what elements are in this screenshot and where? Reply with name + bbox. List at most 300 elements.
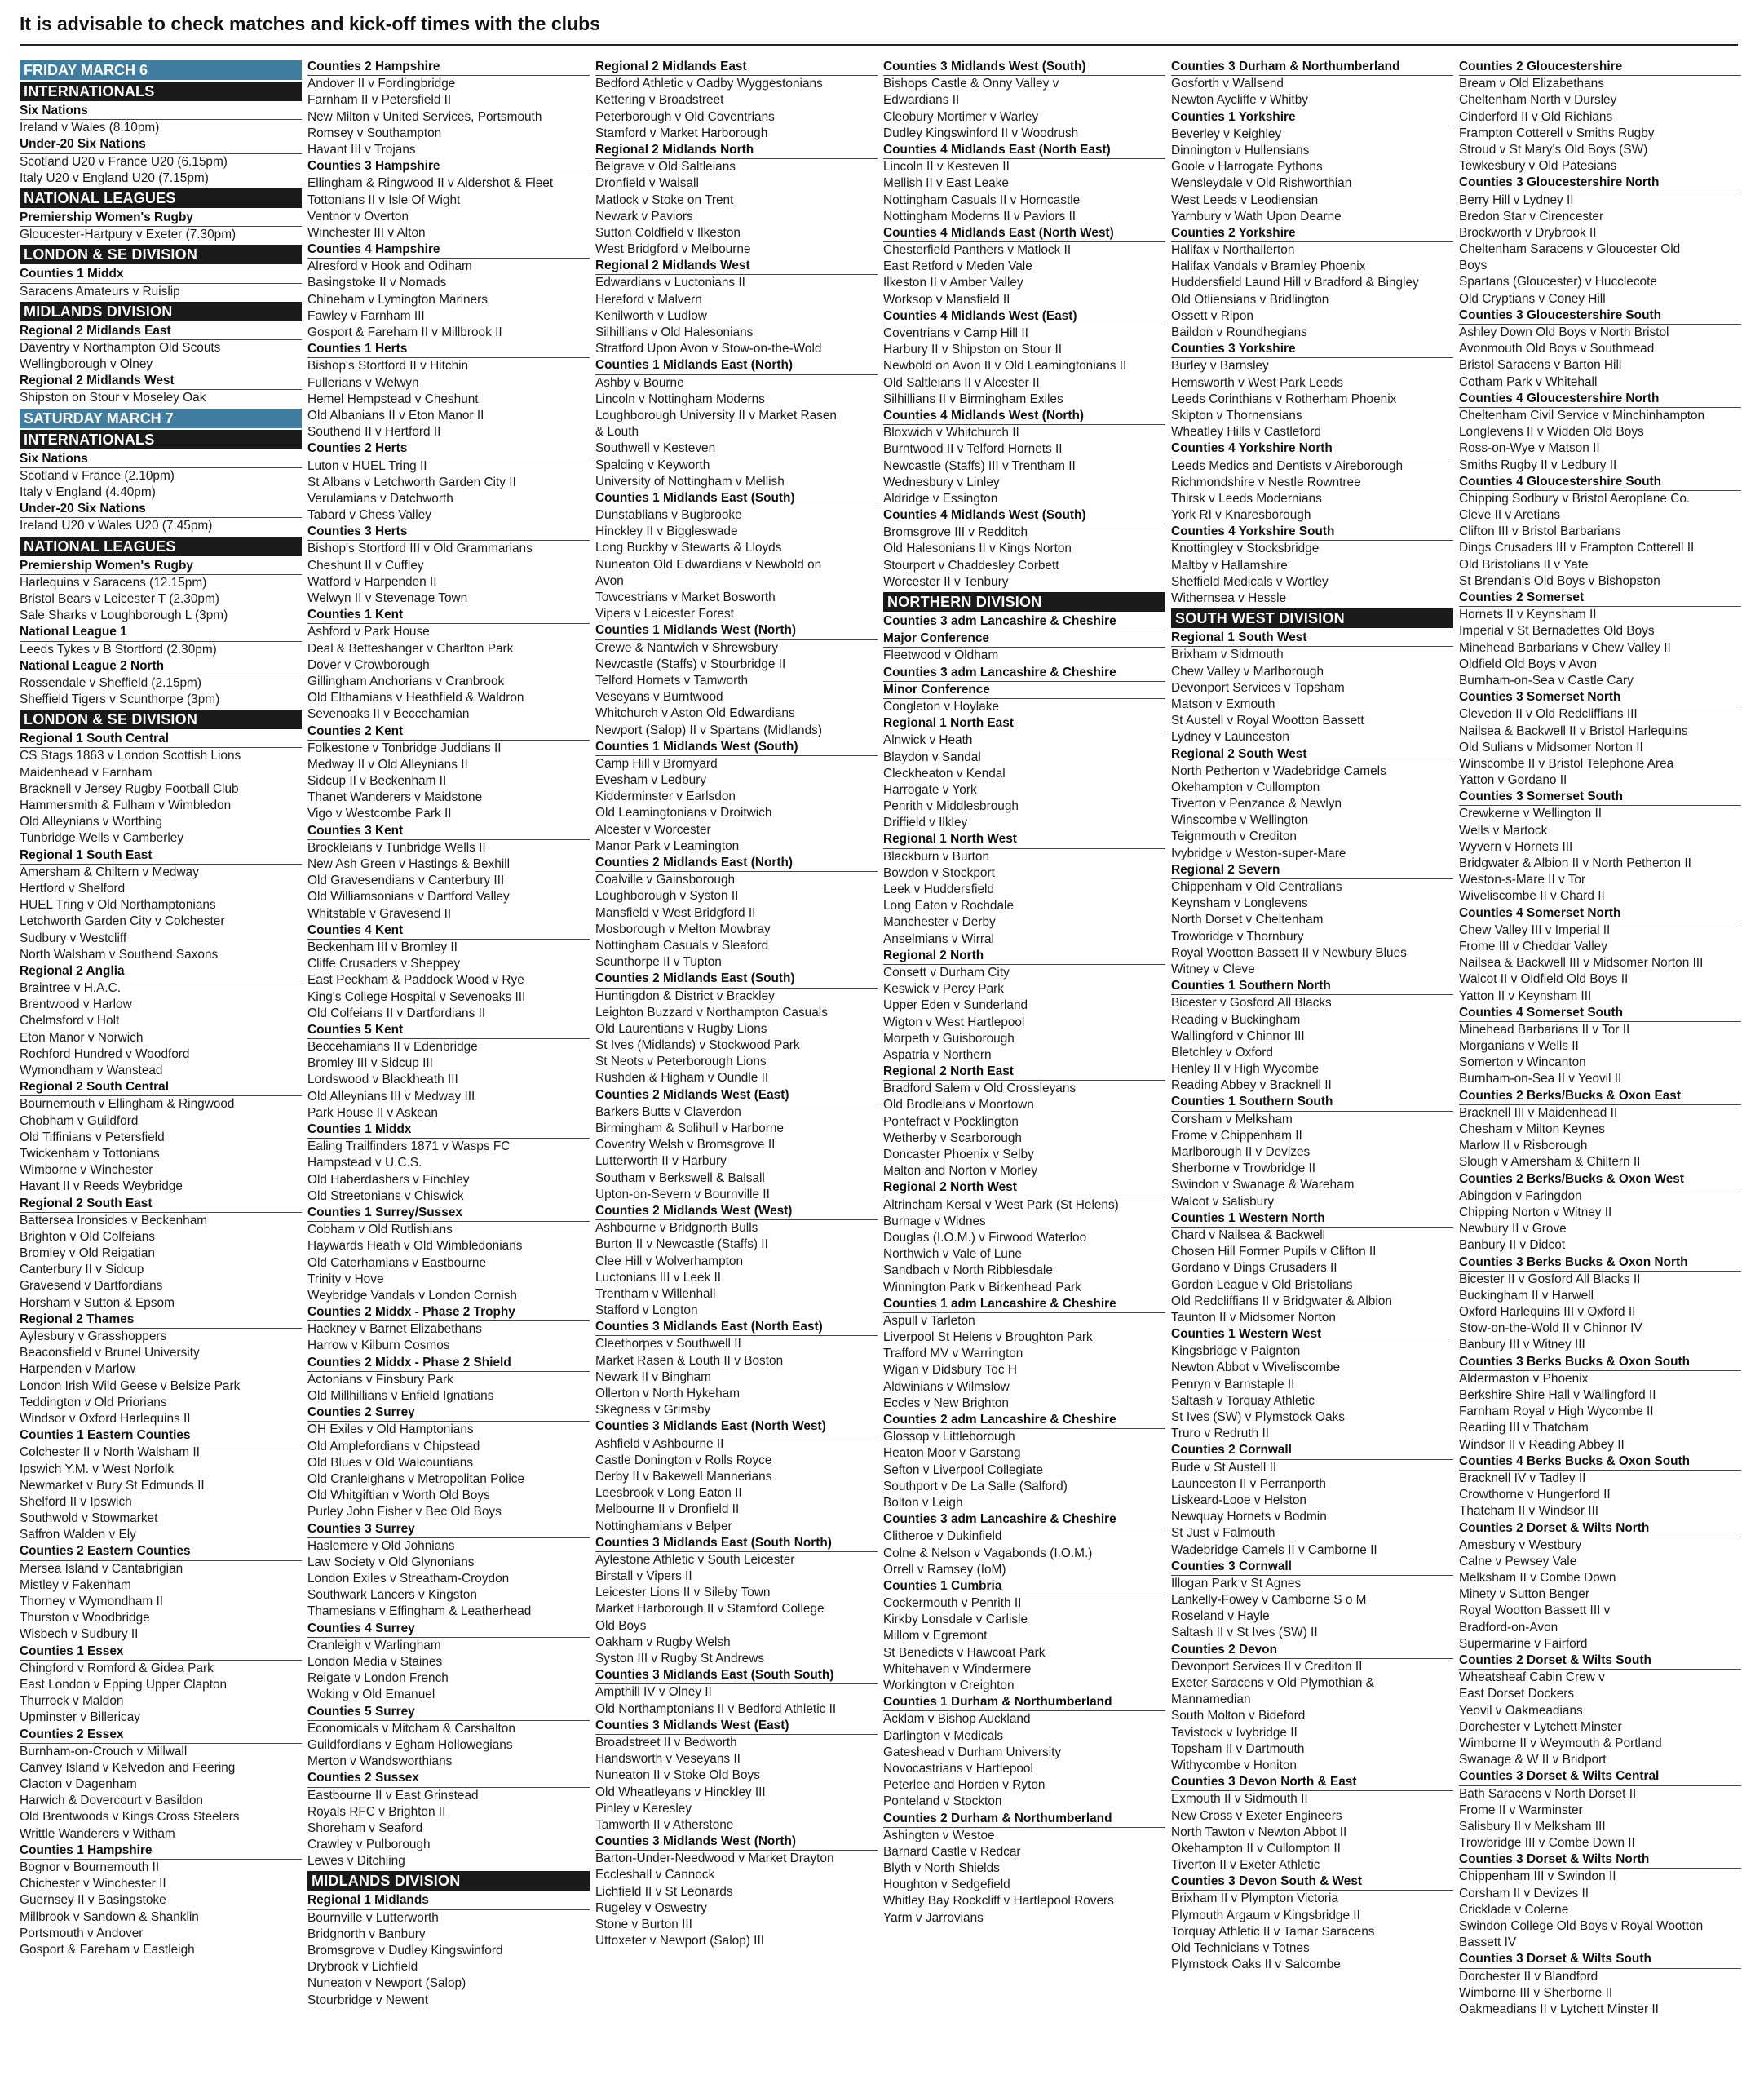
fixture-row: Haslemere v Old Johnians <box>307 1538 455 1553</box>
fixture-row: Wyvern v Hornets III <box>1459 839 1573 854</box>
league-heading: Counties 3 Durham & Northumberland <box>1171 59 1453 76</box>
fixture-row: Oxford Harlequins III v Oxford II <box>1459 1305 1636 1320</box>
fixture-row: Bognor v Bournemouth II <box>20 1860 160 1874</box>
fixture-row: Baildon v Roundhegians <box>1171 325 1307 339</box>
fixture-row: Marlow II v Risborough <box>1459 1139 1588 1153</box>
fixture-row: Evesham v Ledbury <box>595 773 707 788</box>
fixture-row: Ossett v Ripon <box>1171 308 1253 323</box>
fixture-row: Douglas (I.O.M.) v Firwood Waterloo <box>883 1230 1087 1245</box>
fixture-row: Portsmouth v Andover <box>20 1926 144 1940</box>
fixture-row: Dorchester v Lytchett Minster <box>1459 1719 1622 1734</box>
fixture-row: Wisbech v Sudbury II <box>20 1627 139 1642</box>
fixture-row: Tiverton v Penzance & Newlyn <box>1171 797 1342 812</box>
fixture-row: Maltby v Hallamshire <box>1171 558 1288 573</box>
fixture-row: East London v Epping Upper Clapton <box>20 1677 228 1692</box>
fixture-row: Dings Crusaders III v Frampton Cotterell II <box>1459 541 1695 555</box>
fixture-row: Newcastle (Staffs) v Stourbridge II <box>595 657 786 671</box>
fixture-row: Millom v Egremont <box>883 1629 988 1643</box>
fixture-row: Gravesend v Dartfordians <box>20 1279 163 1294</box>
fixture-row: Andover II v Fordingbridge <box>307 77 456 91</box>
fixture-row: Okehampton v Cullompton <box>1171 780 1320 794</box>
fixture-row: Ireland v Wales (8.10pm) <box>20 121 160 135</box>
fixture-row: Whitstable v Gravesend II <box>307 906 452 921</box>
fixture-row: Ponteland v Stockton <box>883 1794 1002 1809</box>
fixture-row: Morganians v Wells II <box>1459 1039 1579 1054</box>
league-heading: Counties 3 Devon South & West <box>1171 1873 1453 1891</box>
fixture-row: Sherborne v Trowbridge II <box>1171 1161 1316 1176</box>
fixture-row: Beccehamians II v Edenbridge <box>307 1040 478 1055</box>
fixture-row: Manor Park v Leamington <box>595 838 740 853</box>
fixture-row: Bristol Saracens v Barton Hill <box>1459 358 1622 373</box>
fixture-row: Burnage v Widnes <box>883 1214 986 1228</box>
fixture-row: Thurrock v Maldon <box>20 1694 124 1709</box>
fixture-row: Leeds Corinthians v Rotherham Phoenix <box>1171 392 1397 406</box>
fixture-row: Spalding v Keyworth <box>595 458 710 472</box>
fixture-row: Old Laurentians v Rugby Lions <box>595 1021 767 1036</box>
fixture-row: Withycombe v Honiton <box>1171 1758 1297 1772</box>
fixture-row: Coventrians v Camp Hill II <box>883 326 1028 340</box>
fixture-row: Imperial v St Bernadettes Old Boys <box>1459 624 1655 639</box>
league-heading: Counties 3 Midlands East (North West) <box>595 1418 878 1436</box>
league-heading: Counties 4 Midlands West (South) <box>883 507 1165 524</box>
fixture-row: Mellish II v East Leake <box>883 176 1009 191</box>
fixture-row: Orrell v Ramsey (IoM) <box>883 1562 1006 1577</box>
fixture-row: Bournville v Lutterworth <box>307 1910 439 1925</box>
fixture-row: Birstall v Vipers II <box>595 1569 692 1584</box>
fixture-row: Somerton v Wincanton <box>1459 1055 1586 1070</box>
fixture-row: Cheltenham Civil Service v Minchinhampton <box>1459 408 1705 422</box>
fixture-row: Wheatsheaf Cabin Crew v <box>1459 1670 1605 1685</box>
fixture-row: Trowbridge v Thornbury <box>1171 929 1304 944</box>
fixture-row: Southwell v Kesteven <box>595 441 716 456</box>
league-heading: Counties 1 Eastern Counties <box>20 1427 302 1444</box>
fixtures-column-4 <box>883 59 1165 2081</box>
fixture-row: Bletchley v Oxford <box>1171 1045 1273 1059</box>
fixture-row: Chineham v Lymington Mariners <box>307 292 488 307</box>
league-heading: Counties 2 Middx - Phase 2 Trophy <box>307 1304 590 1321</box>
fixture-row: Oldfield Old Boys v Avon <box>1459 657 1598 671</box>
fixture-row: Morpeth v Guisborough <box>883 1031 1015 1046</box>
fixture-row: Bredon Star v Cirencester <box>1459 209 1604 223</box>
fixture-row: Winscombe II v Bristol Telephone Area <box>1459 756 1674 771</box>
fixture-row: Manchester v Derby <box>883 915 996 930</box>
league-heading: Counties 3 Dorset & Wilts North <box>1459 1851 1741 1869</box>
fixture-row: South Molton v Bideford <box>1171 1709 1306 1723</box>
fixture-row: CS Stags 1863 v London Scottish Lions <box>20 749 241 763</box>
fixture-row: Burnham-on-Sea II v Yeovil II <box>1459 1072 1622 1086</box>
fixture-row: Cockermouth v Penrith II <box>883 1596 1022 1611</box>
fixture-row: Old Saltleians II v Alcester II <box>883 375 1040 390</box>
fixture-row: Wallingford v Chinnor III <box>1171 1029 1305 1043</box>
fixture-row: Royal Wootton Bassett III v <box>1459 1604 1611 1618</box>
fixture-row: Chipping Sodbury v Bristol Aeroplane Co. <box>1459 491 1691 506</box>
fixture-row: Stafford v Longton <box>595 1303 698 1318</box>
fixture-row: Newquay Hornets v Bodmin <box>1171 1510 1327 1524</box>
fixture-row: Old Tiffinians v Petersfield <box>20 1130 165 1144</box>
league-heading: Counties 4 Midlands West (East) <box>883 308 1165 325</box>
fixture-row: Chosen Hill Former Pupils v Clifton II <box>1171 1245 1377 1259</box>
fixture-row: Crawley v Pulborough <box>307 1838 431 1852</box>
fixture-row: Bishops Castle & Onny Valley v <box>883 77 1059 91</box>
date-banner: FRIDAY MARCH 6 <box>20 60 302 80</box>
fixture-row: Bowdon v Stockport <box>883 865 995 880</box>
league-heading: National League 1 <box>20 624 302 641</box>
fixture-row: Old Redcliffians II v Bridgwater & Albion <box>1171 1294 1392 1308</box>
league-heading: Counties 1 Midlands East (North) <box>595 357 878 374</box>
fixture-row: Topsham II v Dartmouth <box>1171 1741 1305 1756</box>
league-heading: Six Nations <box>20 451 302 468</box>
fixture-row: Stone v Burton III <box>595 1918 692 1931</box>
league-heading: Counties 3 Midlands West (East) <box>595 1718 878 1735</box>
fixture-row: Crewe & Nantwich v Shrewsbury <box>595 640 779 655</box>
fixture-row: Brentwood v Harlow <box>20 998 132 1012</box>
fixture-row: Colchester II v North Walsham II <box>20 1445 200 1460</box>
fixture-row: Farnham II v Petersfield II <box>307 93 452 108</box>
fixture-row: St Neots v Peterborough Lions <box>595 1055 767 1069</box>
fixture-row: Banbury II v Didcot <box>1459 1238 1566 1253</box>
fixture-row: Upminster v Billericay <box>20 1710 140 1725</box>
fixture-row: Worksop v Mansfield II <box>883 292 1010 307</box>
fixture-row: Ashford v Park House <box>307 625 430 639</box>
league-heading: Counties 2 Gloucestershire <box>1459 59 1741 76</box>
fixture-row: Wednesbury v Linley <box>883 475 1000 489</box>
fixture-row: Beckenham III v Bromley II <box>307 940 458 954</box>
fixture-row: Chard v Nailsea & Backwell <box>1171 1228 1326 1242</box>
fixture-row: Thanet Wanderers v Maidstone <box>307 790 483 805</box>
fixture-row: Havant III v Trojans <box>307 142 416 157</box>
fixture-row: Consett v Durham City <box>883 965 1010 980</box>
fixture-row: Shelford II v Ipswich <box>20 1494 132 1509</box>
fixture-row: Leicester Lions II v Sileby Town <box>595 1586 771 1600</box>
division-banner: NORTHERN DIVISION <box>883 592 1165 612</box>
fixture-row: Walcot II v Oldfield Old Boys II <box>1459 972 1629 987</box>
league-heading: Regional 2 Midlands West <box>595 258 878 275</box>
fixture-row: Wadebridge Camels II v Camborne II <box>1171 1542 1377 1557</box>
fixture-row: Cleve II v Aretians <box>1459 508 1561 523</box>
fixture-row: Minehead Barbarians v Chew Valley II <box>1459 640 1671 655</box>
fixture-row: Chingford v Romford & Gidea Park <box>20 1661 214 1675</box>
fixture-row: Brockleians v Tunbridge Wells II <box>307 840 486 855</box>
league-heading: Counties 2 Midlands East (South) <box>595 971 878 988</box>
fixture-row: Liskeard-Looe v Helston <box>1171 1493 1306 1507</box>
fixture-row: Mannamedian <box>1171 1692 1251 1707</box>
fixture-row: Old Streetonians v Chiswick <box>307 1188 464 1203</box>
fixture-row: Saracens Amateurs v Ruislip <box>20 284 180 299</box>
division-banner: NATIONAL LEAGUES <box>20 537 302 556</box>
fixture-row: Verulamians v Datchworth <box>307 491 453 506</box>
fixture-row: Minehead Barbarians II v Tor II <box>1459 1022 1630 1037</box>
fixture-row: Chippenham v Old Centralians <box>1171 880 1342 894</box>
fixture-row: Cheltenham North v Dursley <box>1459 93 1617 108</box>
fixture-row: Hackney v Barnet Elizabethans <box>307 1322 482 1337</box>
fixture-row: Winchester III v Alton <box>307 225 426 240</box>
fixture-row: Wells v Martock <box>1459 823 1548 838</box>
league-heading: Counties 3 Kent <box>307 823 590 840</box>
fixture-row: Woking v Old Emanuel <box>307 1688 435 1702</box>
fixture-row: Southport v De La Salle (Salford) <box>883 1479 1068 1493</box>
fixture-row: Crewkerne v Wellington II <box>1459 807 1603 821</box>
fixture-row: Windsor II v Reading Abbey II <box>1459 1437 1625 1452</box>
fixture-row: Bream v Old Elizabethans <box>1459 77 1604 91</box>
fixture-row: Actonians v Finsbury Park <box>307 1372 453 1387</box>
fixture-row: St Brendan's Old Boys v Bishopston <box>1459 573 1660 588</box>
fixture-row: Lewes v Ditchling <box>307 1854 405 1869</box>
fixture-row: Acklam v Bishop Auckland <box>883 1712 1031 1727</box>
league-heading: Counties 1 Western West <box>1171 1326 1453 1343</box>
fixture-row: Braintree v H.A.C. <box>20 981 122 996</box>
fixture-row: Glossop v Littleborough <box>883 1430 1015 1444</box>
fixture-row: Battersea Ironsides v Beckenham <box>20 1213 208 1228</box>
fixture-row: Old Blues v Old Walcountians <box>307 1455 474 1470</box>
league-heading: Regional 1 Midlands <box>307 1892 590 1909</box>
fixture-row: Ashby v Bourne <box>595 375 684 390</box>
fixture-row: Harrow v Kilburn Cosmos <box>307 1338 450 1353</box>
fixture-row: Long Eaton v Rochdale <box>883 899 1015 914</box>
fixture-row: Bude v St Austell II <box>1171 1460 1277 1475</box>
league-heading: Counties 2 Hampshire <box>307 59 590 76</box>
league-heading: Counties 2 Surrey <box>307 1405 590 1422</box>
fixture-row: St Austell v Royal Wootton Bassett <box>1171 714 1364 728</box>
league-heading: Counties 2 Dorset & Wilts North <box>1459 1520 1741 1537</box>
fixture-row: Lincoln v Nottingham Moderns <box>595 392 765 406</box>
fixture-row: Cleobury Mortimer v Warley <box>883 109 1039 124</box>
fixture-row: Yarm v Jarrovians <box>883 1910 984 1925</box>
fixture-row: Farnham Royal v High Wycombe II <box>1459 1405 1654 1419</box>
fixture-row: Blackburn v Burton <box>883 849 990 864</box>
fixture-row: Ross-on-Wye v Matson II <box>1459 441 1600 456</box>
fixture-row: Old Technicians v Totnes <box>1171 1941 1310 1955</box>
fixture-row: Cricklade v Colerne <box>1459 1902 1569 1917</box>
fixture-row: Economicals v Mitcham & Carshalton <box>307 1721 515 1736</box>
fixture-row: Knottingley v Stocksbridge <box>1171 542 1320 556</box>
fixture-row: Daventry v Northampton Old Scouts <box>20 340 221 355</box>
league-heading: Counties 1 Hampshire <box>20 1842 302 1860</box>
fixture-row: Newark II v Bingham <box>595 1369 711 1384</box>
fixture-row: Merton v Wandsworthians <box>307 1754 453 1769</box>
league-heading: Counties 5 Kent <box>307 1022 590 1039</box>
fixture-row: Bournemouth v Ellingham & Ringwood <box>20 1097 235 1112</box>
fixture-row: Aylestone Athletic v South Leicester <box>595 1552 795 1567</box>
fixture-row: Plymouth Argaum v Kingsbridge II <box>1171 1908 1360 1922</box>
league-heading: Counties 2 Middx - Phase 2 Shield <box>307 1355 590 1372</box>
fixture-row: Windsor v Oxford Harlequins II <box>20 1411 191 1426</box>
fixture-row: Truro v Redruth II <box>1171 1427 1270 1441</box>
league-heading: Counties 1 Southern North <box>1171 978 1453 995</box>
fixture-row: Derby II v Bakewell Mannerians <box>595 1469 772 1484</box>
fixture-row: Corsham v Melksham <box>1171 1112 1293 1126</box>
fixture-row: Newbold on Avon II v Old Leamingtonians II <box>883 359 1127 374</box>
fixture-row: Amersham & Chiltern v Medway <box>20 865 199 879</box>
fixture-row: Bishop's Stortford II v Hitchin <box>307 359 469 374</box>
fixture-row: Thorney v Wymondham II <box>20 1595 164 1608</box>
fixture-row: Clifton III v Bristol Barbarians <box>1459 524 1621 539</box>
fixture-row: Brixham v Sidmouth <box>1171 648 1284 662</box>
fixture-row: Harpenden v Marlow <box>20 1362 136 1377</box>
fixture-row: Goole v Harrogate Pythons <box>1171 160 1323 175</box>
fixture-row: Romsey v Southampton <box>307 126 442 140</box>
fixture-row: Boys <box>1459 259 1488 273</box>
fixture-row: Deal & Betteshanger v Charlton Park <box>307 641 514 656</box>
league-heading: Counties 4 Hampshire <box>307 241 590 259</box>
fixture-row: Swanage & W II v Bridport <box>1459 1753 1607 1767</box>
league-heading: Counties 2 Dorset & Wilts South <box>1459 1652 1741 1670</box>
fixture-row: Bradford Salem v Old Crossleyans <box>883 1082 1077 1096</box>
fixture-row: Eton Manor v Norwich <box>20 1030 144 1045</box>
fixture-row: Bromsgrove III v Redditch <box>883 525 1028 540</box>
league-heading: Regional 2 North <box>883 948 1165 965</box>
fixture-row: Scotland U20 v France U20 (6.15pm) <box>20 154 228 169</box>
fixture-row: Wellingborough v Olney <box>20 357 153 372</box>
fixture-row: Old Gravesendians v Canterbury III <box>307 874 505 888</box>
fixture-row: Yatton v Gordano II <box>1459 773 1567 788</box>
fixture-row: Teddington v Old Priorians <box>20 1395 167 1409</box>
fixture-row: Newbury II v Grove <box>1459 1222 1567 1236</box>
league-heading: Counties 3 Herts <box>307 524 590 541</box>
league-heading: Counties 2 Devon <box>1171 1642 1453 1659</box>
fixture-row: Chichester v Winchester II <box>20 1877 166 1891</box>
fixture-row: Doncaster Phoenix v Selby <box>883 1148 1034 1161</box>
fixture-row: Dunstablians v Bugbrooke <box>595 508 742 523</box>
fixture-row: Salisbury II v Melksham III <box>1459 1819 1606 1834</box>
fixture-row: Keswick v Percy Park <box>883 982 1004 997</box>
fixture-row: Liverpool St Helens v Broughton Park <box>883 1330 1093 1345</box>
league-heading: Counties 4 Gloucestershire North <box>1459 391 1741 408</box>
fixture-row: Workington v Creighton <box>883 1679 1015 1692</box>
league-heading: Counties 2 Midlands East (North) <box>595 855 878 872</box>
fixture-row: Wigton v West Hartlepool <box>883 1015 1025 1029</box>
fixture-row: Aldwinians v Wilmslow <box>883 1379 1010 1394</box>
fixture-row: Scunthorpe II v Tupton <box>595 955 722 970</box>
fixture-row: Bloxwich v Whitchurch II <box>883 426 1019 440</box>
fixture-row: Wetherby v Scarborough <box>883 1130 1022 1145</box>
league-heading: Counties 3 Somerset North <box>1459 689 1741 706</box>
fixture-row: Burnham-on-Crouch v Millwall <box>20 1744 188 1758</box>
fixture-row: Winscombe v Wellington <box>1171 813 1309 828</box>
fixture-row: Hemsworth v West Park Leeds <box>1171 375 1343 390</box>
fixture-row: Ireland U20 v Wales U20 (7.45pm) <box>20 519 213 533</box>
fixture-row: Bromsgrove v Dudley Kingswinford <box>307 1944 503 1958</box>
fixture-row: Gosport & Fareham II v Millbrook II <box>307 325 502 339</box>
league-heading: Regional 1 North West <box>883 831 1165 848</box>
fixture-row: Chipping Norton v Witney II <box>1459 1205 1612 1219</box>
fixture-row: Yatton II v Keynsham III <box>1459 989 1592 1003</box>
fixture-row: Tottonians II v Isle Of Wight <box>307 192 461 207</box>
league-heading: Counties 2 Herts <box>307 440 590 458</box>
fixture-row: Anselmians v Wirral <box>883 931 994 946</box>
fixture-row: Congleton v Hoylake <box>883 699 1000 714</box>
league-heading: Regional 1 South East <box>20 847 302 865</box>
fixture-row: Penrith v Middlesbrough <box>883 799 1019 814</box>
fixture-row: Saffron Walden v Ely <box>20 1528 136 1542</box>
fixture-row: Henley II v High Wycombe <box>1171 1062 1320 1077</box>
fixture-row: Minety v Sutton Benger <box>1459 1587 1589 1602</box>
fixture-row: Vigo v Westcombe Park II <box>307 807 452 821</box>
fixture-row: Fawley v Farnham III <box>307 308 425 323</box>
fixture-row: Newmarket v Bury St Edmunds II <box>20 1478 205 1493</box>
fixture-row: Pontefract v Pocklington <box>883 1114 1019 1129</box>
fixture-row: St Benedicts v Hawcoat Park <box>883 1645 1046 1660</box>
fixture-row: Clee Hill v Wolverhampton <box>595 1254 744 1268</box>
fixture-row: Old Cranleighans v Metropolitan Police <box>307 1471 525 1486</box>
fixture-row: Stow-on-the-Wold II v Chinnor IV <box>1459 1321 1642 1336</box>
league-heading: Regional 2 South West <box>1171 746 1453 763</box>
fixture-row: Hornets II v Keynsham II <box>1459 608 1597 622</box>
fixture-row: Devonport Services II v Crediton II <box>1171 1659 1363 1674</box>
fixture-row: Bicester v Gosford All Blacks <box>1171 996 1332 1011</box>
fixture-row: Alcester v Worcester <box>595 822 711 837</box>
fixture-row: Thirsk v Leeds Modernians <box>1171 491 1322 506</box>
fixture-row: Harbury II v Shipston on Stour II <box>883 343 1062 357</box>
fixture-row: Leeds Tykes v B Stortford (2.30pm) <box>20 642 217 657</box>
fixture-row: Worcester II v Tenbury <box>883 574 1009 589</box>
fixture-row: Chobham v Guildford <box>20 1113 139 1128</box>
fixture-row: Melbourne II v Dronfield II <box>595 1502 740 1517</box>
fixture-row: Exmouth II v Sidmouth II <box>1171 1792 1308 1807</box>
fixture-row: Thamesians v Effingham & Leatherhead <box>307 1604 532 1619</box>
fixture-row: Calne v Pewsey Vale <box>1459 1554 1577 1568</box>
fixture-row: Haywards Heath v Old Wimbledonians <box>307 1239 523 1254</box>
league-heading: Counties 4 Midlands East (North East) <box>883 142 1165 159</box>
fixture-row: Corsham II v Devizes II <box>1459 1886 1589 1900</box>
fixture-row: Hemel Hempstead v Cheshunt <box>307 392 479 406</box>
fixture-row: Eccleshall v Cannock <box>595 1868 715 1882</box>
fixture-row: Frome III v Cheddar Valley <box>1459 939 1607 953</box>
fixtures-columns <box>20 59 1739 2081</box>
fixture-row: Guildfordians v Egham Hollowegians <box>307 1737 513 1752</box>
fixture-row: St Ives (Midlands) v Stockwood Park <box>595 1038 800 1053</box>
fixture-row: Barnard Castle v Redcar <box>883 1844 1021 1859</box>
fixture-row: Reading III v Thatcham <box>1459 1421 1589 1436</box>
fixture-row: Tunbridge Wells v Camberley <box>20 831 184 846</box>
league-heading: Counties 3 Gloucestershire North <box>1459 175 1741 192</box>
fixture-row: Sale Sharks v Loughborough L (3pm) <box>20 608 228 623</box>
league-heading: Counties 1 Herts <box>307 341 590 358</box>
fixture-row: Harwich & Dovercourt v Basildon <box>20 1794 203 1808</box>
league-heading: Counties 1 Midlands West (South) <box>595 739 878 756</box>
fixture-row: Mansfield v West Bridgford II <box>595 905 756 920</box>
fixture-row: Rossendale v Sheffield (2.15pm) <box>20 675 202 690</box>
fixture-row: Bicester II v Gosford All Blacks II <box>1459 1272 1641 1286</box>
fixture-row: Newton Abbot v Wiveliscombe <box>1171 1360 1341 1375</box>
league-heading: Counties 4 Yorkshire South <box>1171 524 1453 541</box>
league-heading: Counties 2 Midlands West (East) <box>595 1087 878 1104</box>
fixture-row: HUEL Tring v Old Northamptonians <box>20 898 216 913</box>
fixture-row: Old Northamptonians II v Bedford Athletic II <box>595 1701 837 1716</box>
league-heading: Counties 1 Durham & Northumberland <box>883 1694 1165 1711</box>
fixture-row: Bedford Athletic v Oadby Wyggestonians <box>595 77 823 91</box>
fixture-row: Kettering v Broadstreet <box>595 93 724 108</box>
fixture-row: Cinderford II v Old Richians <box>1459 109 1613 124</box>
fixture-row: Wigan v Didsbury Toc H <box>883 1363 1017 1378</box>
division-banner: INTERNATIONALS <box>20 82 302 101</box>
fixture-row: Trowbridge III v Combe Down II <box>1459 1836 1635 1851</box>
league-heading: Regional 2 North West <box>883 1179 1165 1197</box>
fixture-row: Bolton v Leigh <box>883 1495 963 1510</box>
fixture-row: Camp Hill v Bromyard <box>595 756 718 771</box>
divider <box>20 44 1738 46</box>
league-heading: Regional 1 South West <box>1171 630 1453 647</box>
fixture-row: Gateshead v Durham University <box>883 1745 1062 1759</box>
fixture-row: Twickenham v Tottonians <box>20 1146 160 1161</box>
fixture-row: Huntingdon & District v Brackley <box>595 989 775 1003</box>
fixture-row: Southwark Lancers v Kingston <box>307 1588 477 1603</box>
fixture-row: East Retford v Meden Vale <box>883 259 1032 274</box>
fixture-row: West Bridgford v Melbourne <box>595 242 751 257</box>
fixture-row: Watford v Harpenden II <box>307 574 437 589</box>
fixture-row: Sandbach v North Ribblesdale <box>883 1263 1053 1278</box>
fixture-row: Longlevens II v Widden Old Boys <box>1459 425 1644 440</box>
fixture-row: University of Nottingham v Mellish <box>595 474 785 489</box>
